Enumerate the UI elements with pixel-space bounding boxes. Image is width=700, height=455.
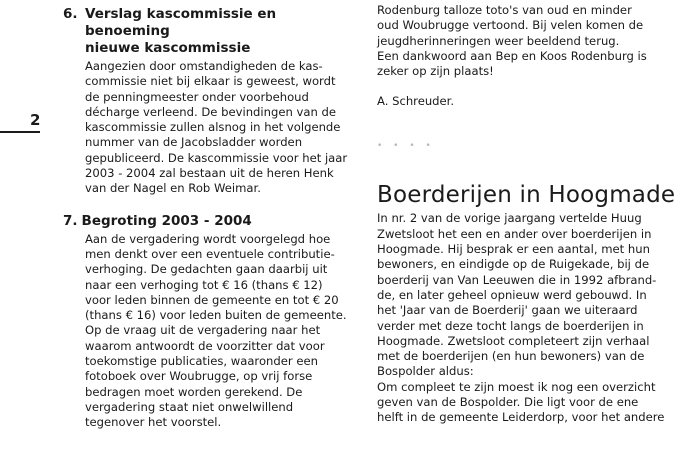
body-line: verhoging. De gedachten gaan daarbij uit: [85, 262, 328, 277]
body-line: het 'Jaar van de Boerderij' gaan we uiteraard: [377, 303, 638, 318]
section-7-number: 7.: [63, 212, 78, 229]
body-line: de penningmeester onder voorbehoud: [85, 89, 309, 104]
body-line: kascommissie zullen alsnog in het volgende: [85, 120, 341, 135]
body-line: Bospolder aldus:: [377, 364, 474, 379]
body-line: gepubliceerd. De kascommissie voor het jaar: [85, 150, 348, 165]
section-7-heading: [63, 213, 363, 230]
body-line: waarom antwoordt de voorzitter dat voor: [85, 338, 325, 353]
body-line: zeker op zijn plaats!: [377, 64, 494, 79]
body-line: bedragen moet worden gerekend. De: [85, 384, 303, 399]
body-line: (thans € 16) voor leden buiten de gemeente.: [85, 308, 347, 323]
body-line: oud Woubrugge vertoond. Bij velen komen de: [377, 18, 644, 33]
section-6-heading: [63, 6, 363, 57]
previous-article-ending: [377, 3, 677, 79]
section-7-body: [85, 232, 363, 431]
body-line: naar een verhoging tot € 16 (thans € 12): [85, 277, 323, 292]
body-line: men denkt over een eventuele contributie-: [85, 246, 335, 261]
body-line: Aangezien door omstandigheden de kas-: [85, 59, 323, 73]
article-body: [377, 211, 677, 425]
author-signature: A. Schreuder.: [377, 94, 455, 109]
body-line: commissie niet bij elkaar is geweest, wordt: [85, 74, 336, 89]
body-line: Rodenburg talloze toto's van oud en minder: [377, 3, 632, 17]
section-6-body: [85, 59, 363, 197]
body-line: fotoboek over Woubrugge, op vrij forse: [85, 369, 313, 384]
body-line: jeugdherinneringen weer beeldend terug.: [377, 33, 620, 48]
section-6-number: 6.: [63, 6, 78, 22]
right-column: [377, 3, 677, 426]
left-column: [63, 6, 363, 431]
body-line: geven van de Bospolder. Die ligt voor de ene: [377, 395, 639, 410]
section-6: [63, 6, 363, 197]
section-6-title: [85, 6, 363, 57]
body-line: tegenover het voorstel.: [85, 415, 222, 430]
body-line: Hoogmade. Hij besprak er een aantal, met hun: [377, 242, 650, 257]
body-line: de, en later geheel opnieuw werd gebouwd. In: [377, 287, 647, 302]
body-line: bewoners, en eindigde op de Ruigekade, bij de: [377, 257, 650, 272]
body-line: Op de vraag uit de vergadering naar het: [85, 323, 321, 338]
body-line: voor leden binnen de gemeente en tot € 20: [85, 292, 339, 307]
page-number: 2: [30, 111, 41, 129]
body-line: Zwetsloot het een en ander over boerderijen in: [377, 226, 652, 241]
margin-rule: [0, 131, 40, 133]
body-line: 2003 - 2004 zal bestaan uit de heren Henk: [85, 166, 334, 181]
body-line: toekomstige publicaties, waaronder een: [85, 354, 318, 369]
body-line: In nr. 2 van de vorige jaargang vertelde Huug: [377, 211, 642, 226]
body-line: van der Nagel en Rob Weimar.: [85, 181, 261, 196]
body-line: met de boerderijen (en hun bewoners) van de: [377, 349, 645, 364]
section-7: [63, 213, 363, 431]
body-line: boerderij van Van Leeuwen die in 1992 afbrand-: [377, 272, 657, 287]
body-line: nummer van de Jacobsladder worden: [85, 135, 303, 150]
section-7-title: Begroting 2003 - 2004: [81, 212, 252, 229]
article-heading: Boerderijen in Hoogmade: [377, 182, 676, 209]
body-line: verder met deze tocht langs de boerderijen in: [377, 318, 644, 333]
section-separator: • • • •: [377, 141, 435, 152]
body-line: décharge verleend. De bevindingen van de: [85, 104, 336, 119]
body-line: Een dankwoord aan Bep en Koos Rodenburg is: [377, 48, 647, 63]
body-line: Hoogmade. Zwetsloot completeert zijn verhaal: [377, 333, 650, 348]
body-line: Om compleet te zijn moest ik nog een overzicht: [377, 379, 656, 394]
body-line: vergadering staat niet onwelwillend: [85, 399, 294, 414]
body-line: helft in de gemeente Leiderdorp, voor het andere: [377, 410, 665, 425]
body-line: Aan de vergadering wordt voorgelegd hoe: [85, 231, 331, 246]
section-6-title-line: Verslag kascommissie en benoeming: [85, 6, 277, 39]
section-6-title-line: nieuwe kascommissie: [85, 40, 251, 56]
